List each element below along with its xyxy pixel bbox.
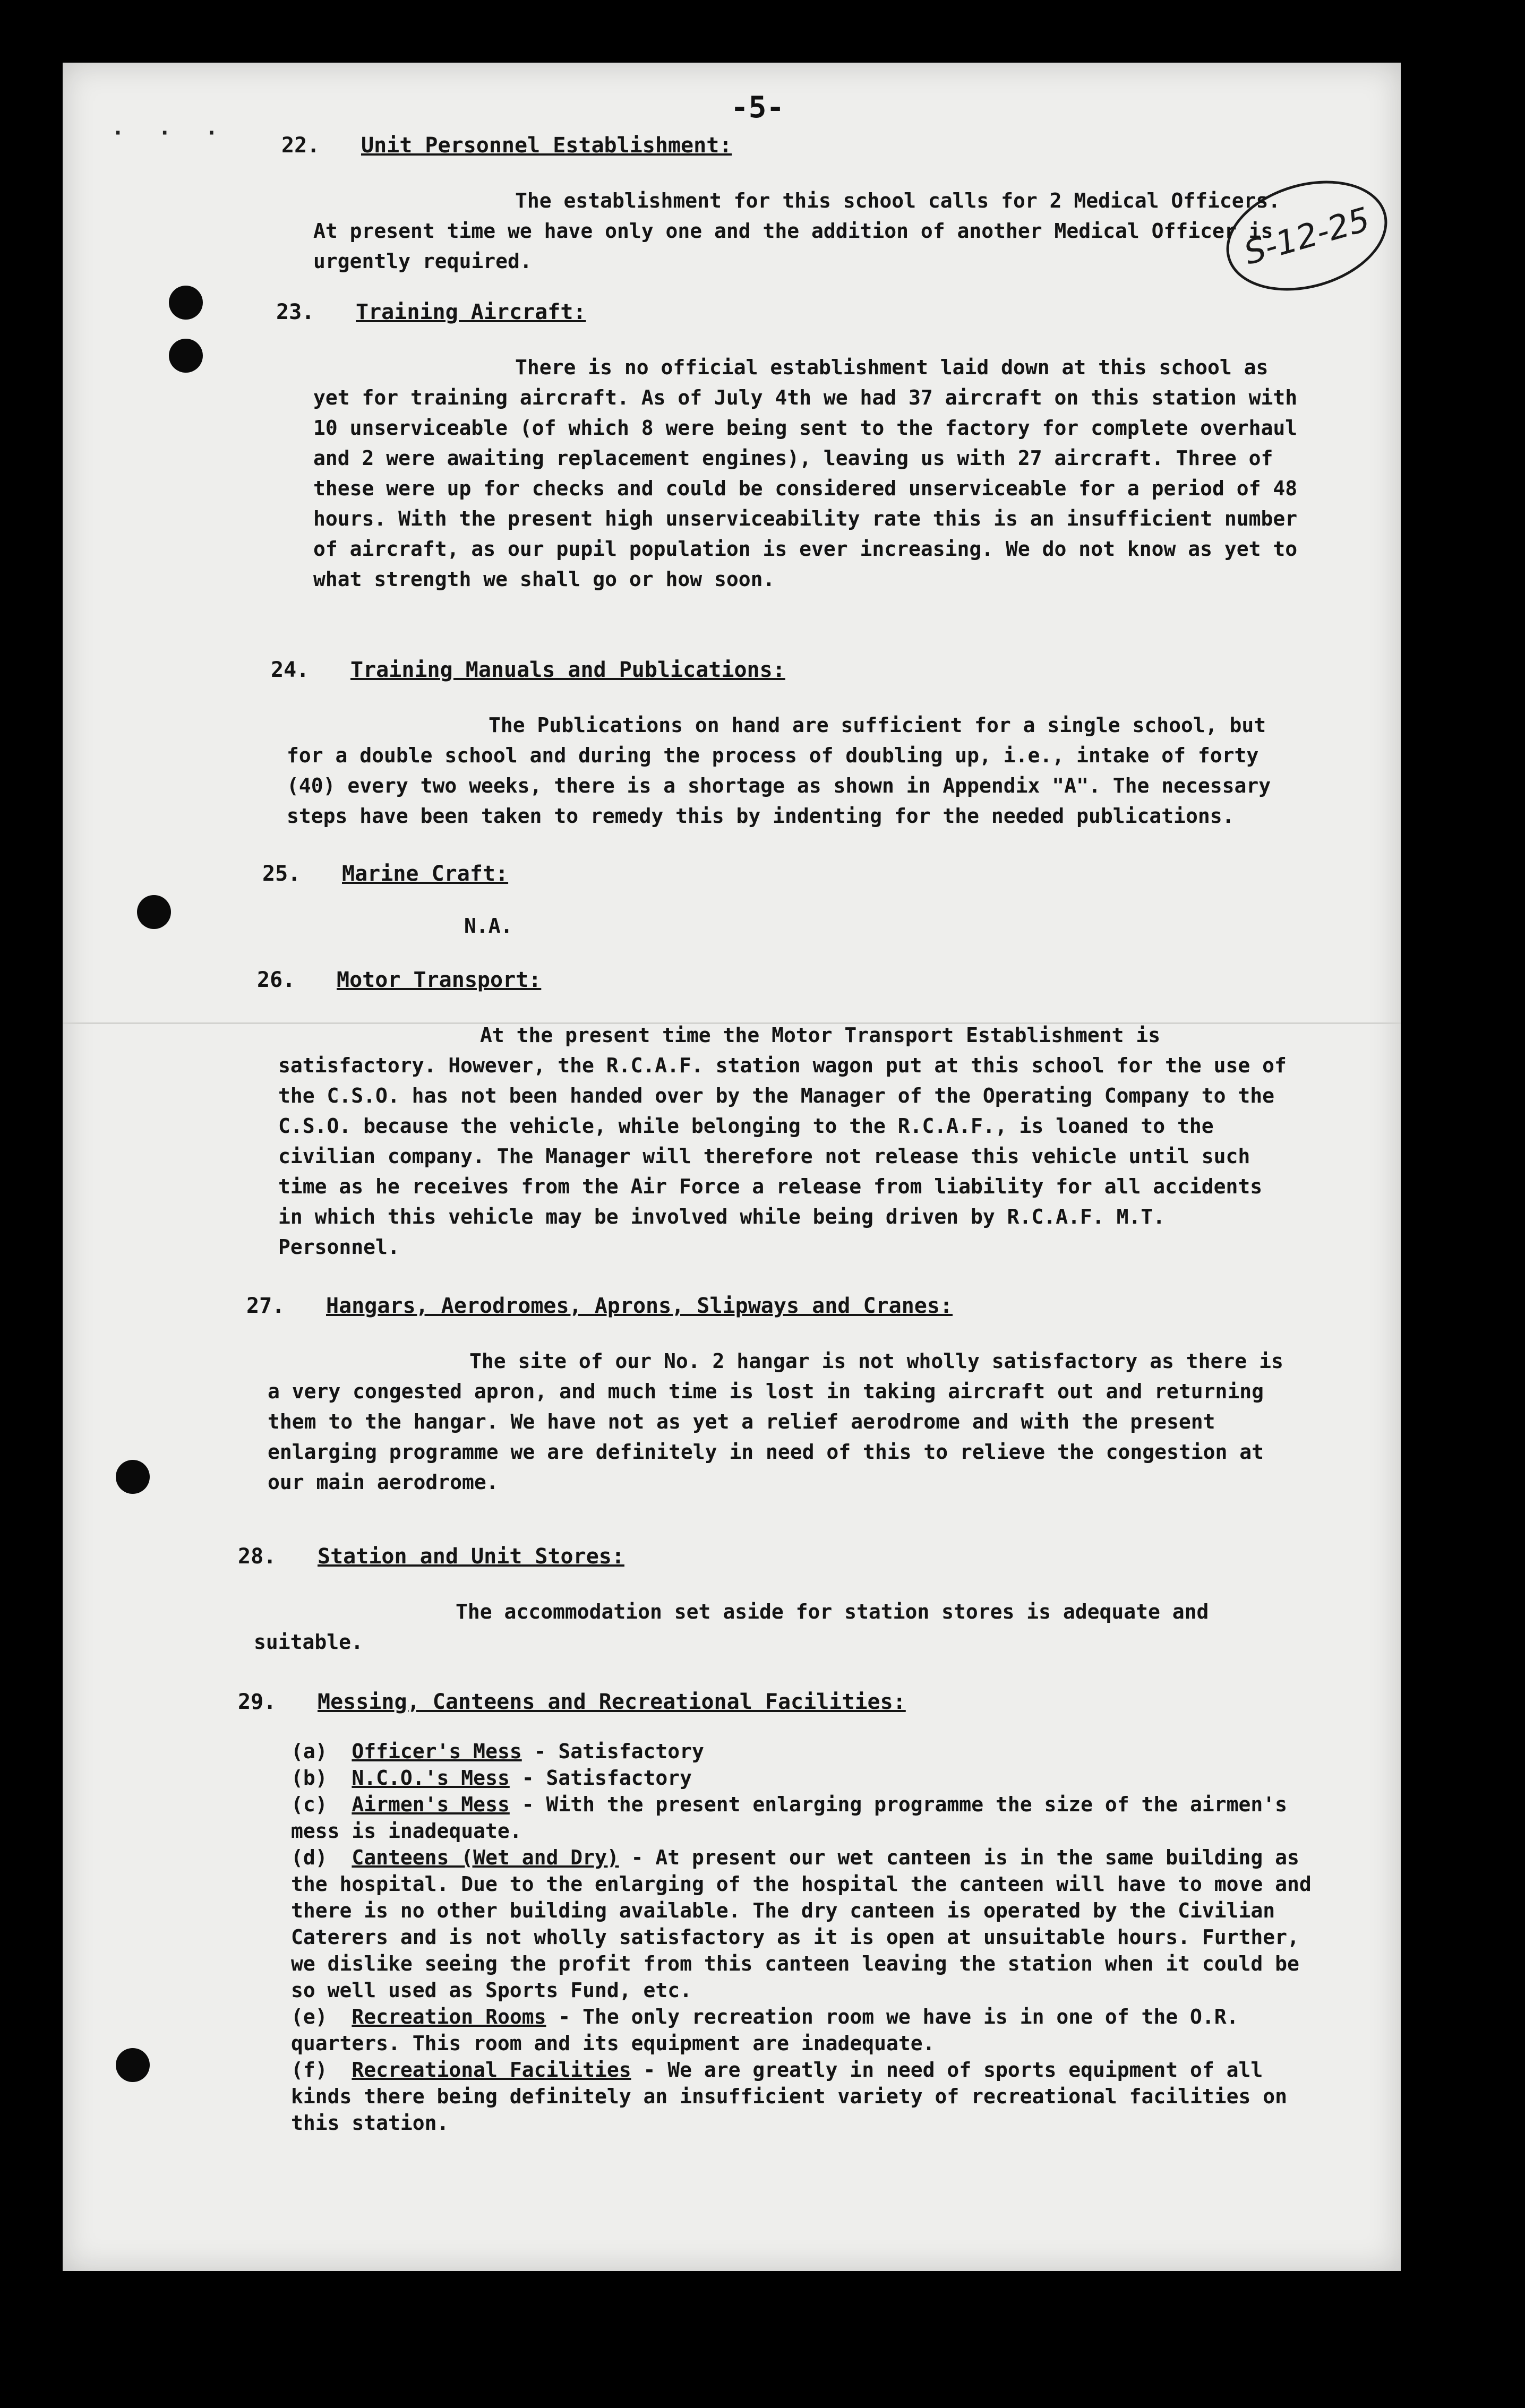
section-heading	[276, 299, 1312, 325]
section-title: Marine Craft:	[342, 862, 509, 886]
section-number: 26.	[257, 968, 296, 992]
punch-hole	[169, 339, 203, 373]
section-number: 24.	[271, 658, 310, 682]
section-title: Unit Personnel Establishment:	[361, 133, 732, 158]
section-number: 25.	[262, 862, 301, 886]
section-title: Training Manuals and Publications:	[350, 658, 785, 682]
section-24	[271, 657, 1312, 831]
punch-hole	[116, 1460, 150, 1494]
list-item: (e) Recreation Rooms - The only recreation room we have is in one of the O.R. quarters. This room and its equipment are inadequate.	[291, 2005, 1239, 2055]
section-number: 29.	[238, 1690, 277, 1714]
section-number: 23.	[276, 300, 315, 324]
item-text: - Satisfactory	[521, 1740, 704, 1763]
item-text: - At present our wet canteen is in the same building as the hospital. Due to the enlarging of the hospital the canteen will have to move and there is no other building available. The dry canteen is operated by the Civilian Caterers and is not wholly satisfactory as it is open at unsuitable hours. Further, we dislike seeing the profit from this canteen leaving the station when it could be so well used as Sports Fund, etc.	[291, 1846, 1312, 2002]
section-text: At the present time the Motor Transport Establishment is satisfactory. However, the R.C.A.F. station wagon put at this school for the use of the C.S.O. has not been handed over by the Manager of the Operating Company to the C.S.O. because the vehicle, while belonging to the R.C.A.F., is loaned to the civilian company. The Manager will therefore not release this vehicle until such time as he receives from the Air Force a release from liability for all accidents in which this vehicle may be involved while being driven by R.C.A.F. M.T. Personnel.	[278, 1024, 1287, 1259]
list-item: (f) Recreational Facilities - We are greatly in need of sports equipment of all kinds there being definitely an insufficient variety of recreational facilities on this station.	[291, 2058, 1287, 2135]
section-text: There is no official establishment laid down at this school as yet for training aircraft. As of July 4th we had 37 aircraft on this station with 10 unserviceable (of which 8 were being sent to the factory for complete overhaul and 2 were awaiting replacement engines), leaving us with 27 aircraft. Three of these were up for checks and could be considered unserviceable for a period of 48 hours. With the present high unserviceability rate this is an insufficient number of aircraft, as our pupil population is ever increasing. We do not know as yet to what strength we shall go or how soon.	[313, 356, 1298, 591]
item-text: - Satisfactory	[509, 1766, 692, 1790]
section-body	[268, 1346, 1303, 1498]
list-item: (d) Canteens (Wet and Dry) - At present our wet canteen is in the same building as the hospital. Due to the enlarging of the hospital the canteen will have to move and there is no other building available. The dry canteen is operated by the Civilian Caterers and is not wholly satisfactory as it is open at unsuitable hours. Further, we dislike seeing the profit from this canteen leaving the station when it could be so well used as Sports Fund, etc.	[291, 1846, 1312, 2002]
section-text: The site of our No. 2 hangar is not wholly satisfactory as there is a very congested apron, and much time is lost in taking aircraft out and returning them to the hangar. We have not as yet a relief aerodrome and with the present enlarging programme we are definitely in need of this to relieve the congestion at our main aerodrome.	[268, 1349, 1283, 1494]
punch-hole	[137, 895, 171, 929]
section-title: Messing, Canteens and Recreational Facilities:	[318, 1690, 906, 1714]
item-text: - With the present enlarging programme the size of the airmen's mess is inadequate.	[291, 1793, 1288, 1843]
section-heading	[246, 1293, 1303, 1319]
section-26	[257, 967, 1298, 1262]
section-text: N.A.	[464, 914, 513, 938]
list-item: (b) N.C.O.'s Mess - Satisfactory	[291, 1766, 692, 1790]
section-heading	[281, 133, 1312, 158]
section-title: Training Aircraft:	[356, 300, 586, 324]
item-title: Airmen's Mess	[352, 1793, 510, 1816]
section-body	[313, 186, 1312, 277]
section-body	[287, 710, 1312, 831]
item-title: Recreational Facilities	[352, 2058, 631, 2082]
section-text: The accommodation set aside for station stores is adequate and suitable.	[254, 1600, 1209, 1654]
section-title: Hangars, Aerodromes, Aprons, Slipways and Cranes:	[326, 1294, 953, 1318]
list-item: (c) Airmen's Mess - With the present enlarging programme the size of the airmen's mess is inadequate.	[291, 1793, 1288, 1843]
list-item: (a) Officer's Mess - Satisfactory	[291, 1740, 704, 1763]
section-heading	[271, 657, 1312, 683]
section-28	[238, 1544, 1300, 1657]
page-number: -5-	[731, 90, 785, 125]
section-number: 22.	[281, 133, 320, 158]
punch-hole	[169, 286, 203, 320]
section-text: The Publications on hand are sufficient for a single school, but for a double school and during the process of doubling up, i.e., intake of forty (40) every two weeks, there is a shortage as shown in Appendix "A". The necessary steps have been taken to remedy this by indenting for the needed publications.	[287, 713, 1271, 828]
specks: · · ·	[112, 121, 229, 145]
section-22	[281, 133, 1312, 277]
item-title: N.C.O.'s Mess	[352, 1766, 510, 1790]
section-text: The establishment for this school calls for 2 Medical Officers. At present time we have only one and the addition of another Medical Officer is urgently required.	[313, 189, 1281, 273]
section-heading	[238, 1689, 1316, 1715]
document-page	[63, 63, 1401, 2271]
section-body	[254, 1597, 1300, 1657]
subsection-list	[291, 1738, 1316, 2136]
section-27	[246, 1293, 1303, 1498]
item-title: Canteens (Wet and Dry)	[352, 1846, 619, 1869]
section-29	[238, 1689, 1316, 2136]
item-title: Officer's Mess	[352, 1740, 522, 1763]
section-heading	[262, 861, 1303, 887]
section-23	[276, 299, 1312, 595]
item-text: - The only recreation room we have is in one of the O.R. quarters. This room and its equipment are inadequate.	[291, 2005, 1239, 2055]
section-number: 27.	[246, 1294, 285, 1318]
item-title: Recreation Rooms	[352, 2005, 546, 2028]
stamp-text: S-12-25	[1239, 199, 1374, 272]
section-body	[313, 352, 1312, 595]
punch-hole	[116, 2048, 150, 2082]
item-text: - We are greatly in need of sports equipment of all kinds there being definitely an insufficient variety of recreational facilities on this station.	[291, 2058, 1287, 2135]
section-body	[278, 1020, 1298, 1262]
section-title: Station and Unit Stores:	[318, 1544, 624, 1569]
section-heading	[238, 1544, 1300, 1569]
section-number: 28.	[238, 1544, 277, 1569]
section-25	[262, 861, 1303, 938]
section-heading	[257, 967, 1298, 993]
section-title: Motor Transport:	[337, 968, 542, 992]
